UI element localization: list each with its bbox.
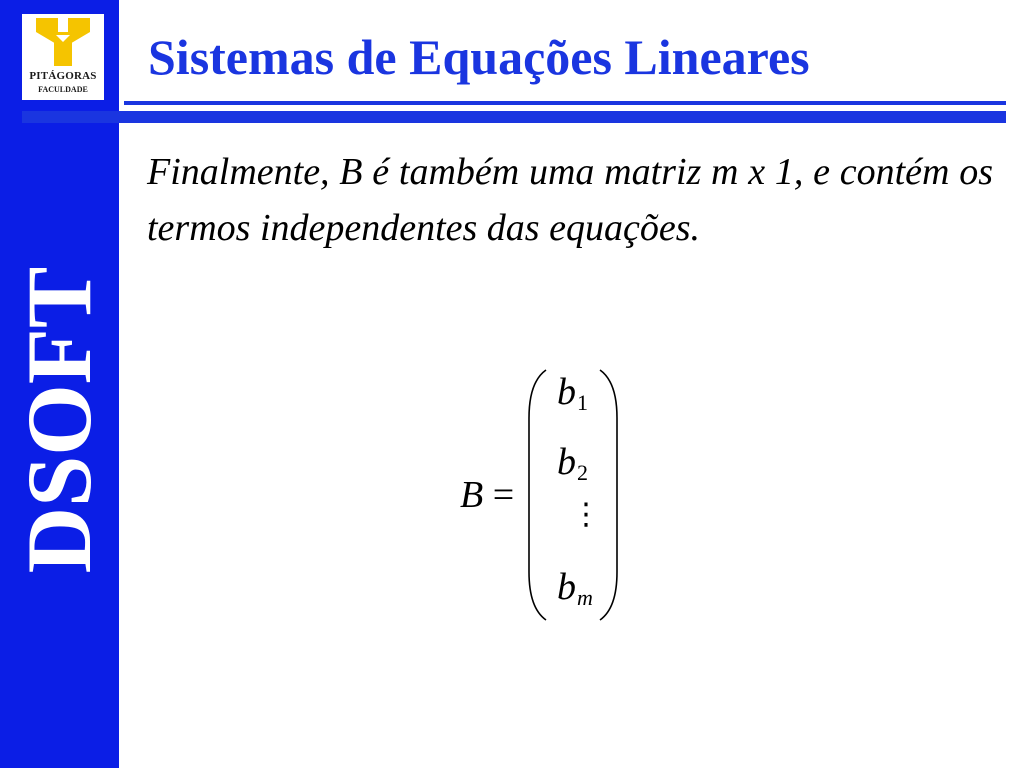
logo-text-faculdade: FACULDADE: [38, 85, 88, 94]
left-parenthesis: [526, 368, 550, 622]
right-parenthesis: [596, 368, 620, 622]
equation-lhs: [460, 473, 514, 517]
entry-subscript: 1: [577, 390, 588, 415]
body-paragraph: Finalmente, B é também uma matriz m x 1, e contém os termos independentes das equações.: [147, 151, 993, 249]
entry-base: b: [557, 566, 576, 608]
entry-subscript: m: [577, 585, 593, 610]
vertical-ellipsis: ⋮: [571, 497, 601, 532]
entry-base: b: [557, 441, 576, 483]
logo-text-pitagoras: PITÁGORAS: [29, 70, 97, 82]
faculty-logo: [22, 14, 104, 100]
entry-subscript: 2: [577, 460, 588, 485]
title-underline-thin: [124, 101, 1006, 105]
brand-container: [0, 255, 119, 585]
logo-emblem-icon: [36, 18, 90, 66]
matrix-entry: [557, 440, 588, 484]
matrix-entry: [557, 565, 593, 609]
title-underline-thick: [22, 111, 1006, 123]
equals-sign: =: [492, 474, 515, 516]
equation-variable: B: [460, 474, 484, 516]
matrix-equation: [440, 360, 640, 620]
matrix-entry: [557, 370, 588, 414]
brand-vertical-text: DSOFT: [8, 266, 110, 574]
slide-title: Sistemas de Equações Lineares: [148, 29, 810, 85]
entry-base: b: [557, 371, 576, 413]
